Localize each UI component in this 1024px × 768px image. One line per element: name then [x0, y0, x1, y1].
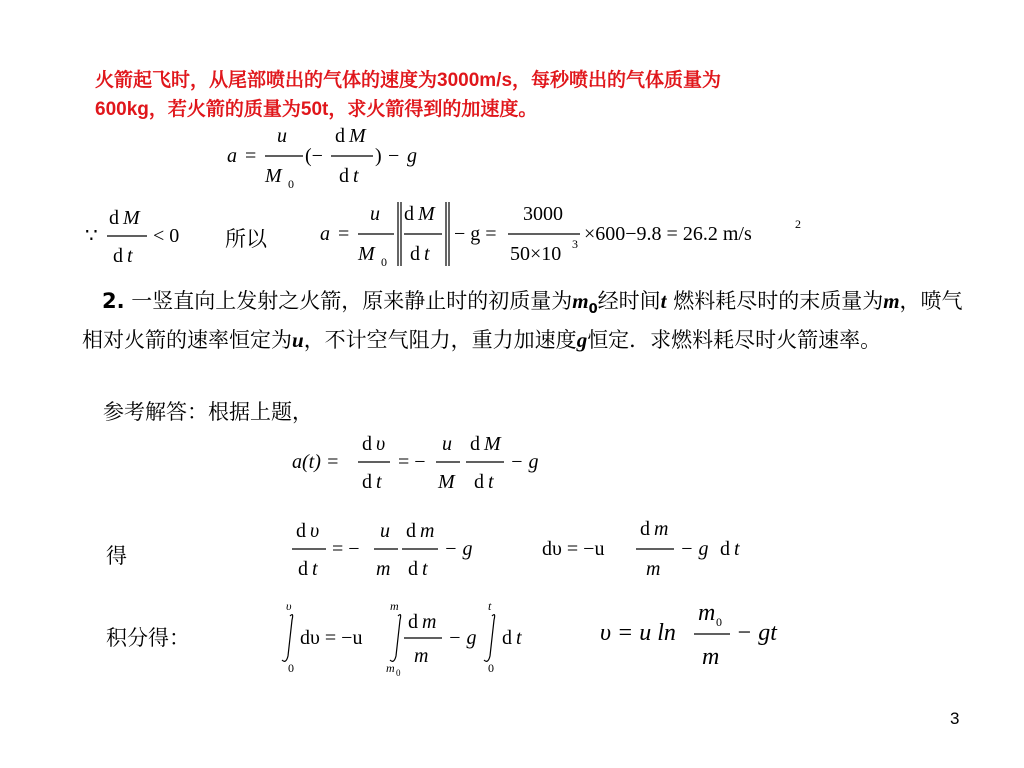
eq-term: υ — [310, 520, 320, 542]
equation-velocity-differential — [540, 515, 760, 585]
eq-term: υ — [376, 433, 386, 455]
eq-term: d — [113, 245, 123, 267]
eq-term: u — [380, 520, 390, 542]
solution-label: 参考解答：根据上题， — [103, 400, 313, 424]
integral-lower-limit: 0 — [488, 661, 494, 675]
integral-label: 积分得： — [106, 626, 190, 650]
eq-term: d — [720, 538, 730, 560]
eq-term: ) — [375, 145, 382, 167]
problem-2-text: 恒定．求燃料耗尽时火箭速率。 — [587, 328, 882, 353]
var-m0: m — [572, 289, 589, 313]
eq-term: t — [488, 471, 494, 493]
eq-term: (− — [305, 145, 323, 167]
eq-term: m — [698, 600, 716, 626]
eq-term: d — [362, 433, 372, 455]
eq-term: = − — [332, 538, 360, 560]
eq-term: − g — [510, 451, 539, 473]
eq-term: m — [646, 558, 661, 580]
equation-acceleration-formula — [225, 120, 435, 195]
integral-upper-limit: m — [390, 599, 399, 613]
eq-term: − — [388, 145, 400, 167]
eq-term: M — [349, 125, 366, 147]
eq-term: d — [474, 471, 484, 493]
eq-term: u — [442, 433, 452, 455]
problem-2-number: 2. — [102, 289, 125, 313]
integral-upper-limit: υ — [286, 599, 292, 613]
eq-term: g — [407, 145, 417, 167]
problem-1-text: ，每秒喷出的气体质量为 — [512, 69, 722, 91]
problem-2-text: 燃料耗尽时的末质量为 — [666, 289, 884, 313]
equation-final-velocity — [598, 598, 818, 673]
problem-2-text: 一竖直向上发射之火箭，原来静止时的初质量为 — [124, 289, 573, 313]
eq-term: = − — [398, 451, 426, 473]
eq-term: M — [358, 243, 375, 265]
de-label: 得 — [106, 544, 127, 568]
eq-term: m — [414, 645, 429, 667]
eq-term: t — [127, 245, 133, 267]
eq-term: d — [640, 518, 650, 540]
eq-term: d — [410, 243, 420, 265]
eq-term: d — [335, 125, 345, 147]
equation-velocity-derivative — [290, 515, 500, 585]
eq-term: d — [339, 165, 349, 187]
problem-2-text: ，喷气相对火箭的速率恒定为 — [82, 289, 963, 353]
eq-term: 50×10 — [510, 243, 562, 265]
problem-1-text: ，若火箭的质量为 — [148, 98, 301, 120]
integral-sign — [282, 615, 293, 662]
eq-term: υ = u ln — [600, 620, 676, 646]
eq-term: d — [408, 611, 418, 633]
problem-1-speed: 3000m/s — [437, 70, 513, 91]
eq-term: m — [420, 520, 435, 542]
integral-lower-limit: 0 — [288, 661, 294, 675]
eq-term: − gt — [736, 620, 777, 646]
eq-term: d — [406, 520, 416, 542]
eq-superscript: 3 — [572, 237, 578, 251]
problem-1-statement — [95, 66, 975, 124]
integral-sign — [484, 615, 495, 662]
integral-lower-limit: m — [386, 661, 395, 675]
because-symbol: ∵ — [85, 225, 98, 247]
eq-term: t — [376, 471, 382, 493]
page-number: 3 — [950, 709, 960, 728]
var-u: u — [292, 328, 304, 353]
eq-term: M — [438, 471, 455, 493]
eq-term: u — [277, 125, 287, 147]
eq-term: dυ = −u — [300, 627, 363, 649]
eq-subscript: 0 — [288, 177, 294, 191]
eq-term: 3000 — [523, 203, 563, 225]
var-t: t — [660, 289, 667, 313]
eq-term: − g — [680, 538, 709, 560]
eq-term: m — [376, 558, 391, 580]
eq-superscript: 2 — [795, 217, 801, 231]
problem-1-rocket-mass: 50t — [300, 99, 329, 120]
eq-term: d — [109, 207, 119, 229]
eq-term: u — [370, 203, 380, 225]
eq-term: a(t) = — [292, 451, 340, 473]
equation-acceleration-result — [318, 198, 818, 273]
eq-term: t — [353, 165, 359, 187]
integral-sign — [390, 615, 401, 662]
problem-1-text: 火箭起飞时，从尾部喷出的气体的速度为 — [95, 69, 438, 91]
var-g: g — [576, 328, 588, 353]
var-m: m — [883, 289, 900, 313]
eq-term: M — [418, 203, 435, 225]
eq-term: t — [424, 243, 430, 265]
eq-term: = — [338, 223, 350, 245]
eq-term: − g = — [454, 223, 497, 245]
integral-lower-subscript: 0 — [396, 668, 401, 678]
eq-term: t — [734, 538, 740, 560]
integral-upper-limit: t — [488, 599, 492, 613]
eq-term: d — [404, 203, 414, 225]
eq-term: t — [516, 627, 522, 649]
problem-2-statement — [82, 286, 982, 356]
eq-term: d — [470, 433, 480, 455]
problem-2-text: 经时间 — [597, 289, 661, 313]
eq-subscript: 0 — [381, 255, 387, 269]
eq-term: a — [320, 223, 330, 245]
problem-1-text: ，求火箭得到的加速度。 — [328, 98, 538, 120]
eq-term: ×600−9.8 = 26.2 m/s — [584, 223, 752, 245]
eq-term: m — [702, 644, 720, 670]
eq-term: t — [422, 558, 428, 580]
equation-acceleration-derivative — [290, 430, 560, 500]
eq-term: t — [312, 558, 318, 580]
eq-term: dυ = −u — [542, 538, 605, 560]
eq-term: d — [298, 558, 308, 580]
eq-term: d — [502, 627, 512, 649]
eq-term: M — [484, 433, 501, 455]
eq-term: < 0 — [153, 225, 180, 247]
eq-term: d — [362, 471, 372, 493]
eq-term: d — [408, 558, 418, 580]
eq-term: m — [654, 518, 669, 540]
equation-because-condition — [85, 202, 200, 272]
eq-term: − g — [444, 538, 473, 560]
var-m0-subscript: 0 — [588, 302, 598, 318]
so-label: 所以 — [225, 227, 267, 251]
problem-1-mass: 600kg — [95, 99, 149, 120]
eq-term: M — [123, 207, 140, 229]
eq-term: m — [422, 611, 437, 633]
eq-term: = — [245, 145, 257, 167]
eq-term: d — [296, 520, 306, 542]
eq-subscript: 0 — [716, 615, 722, 629]
eq-term: − g — [448, 627, 477, 649]
equation-integral — [280, 598, 540, 678]
eq-term: a — [227, 145, 237, 167]
eq-term: M — [265, 165, 282, 187]
problem-2-text: ，不计空气阻力，重力加速度 — [303, 328, 577, 353]
